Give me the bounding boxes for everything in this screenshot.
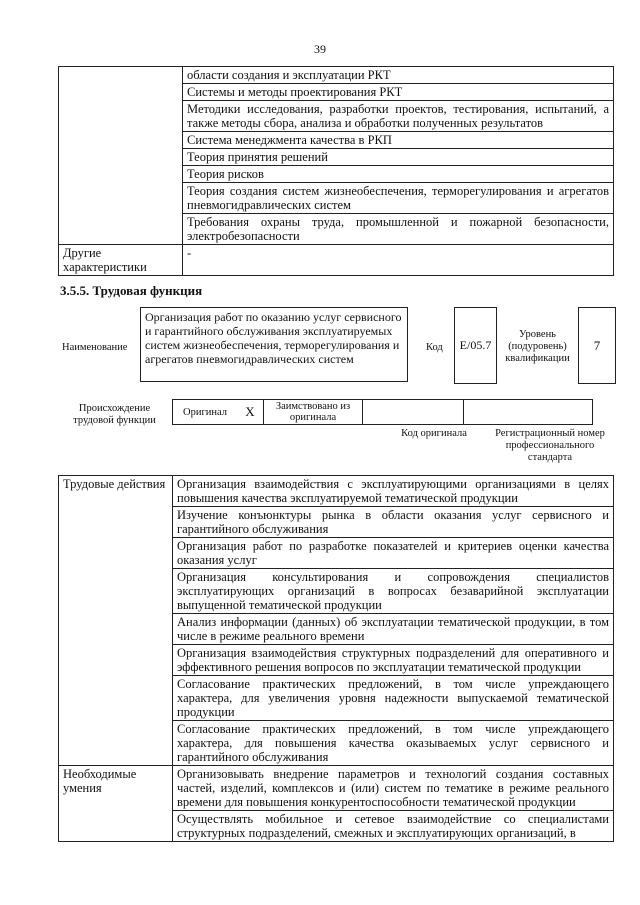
section-heading: 3.5.5. Трудовая функция [60, 283, 203, 298]
knowledge-item: Требования охраны труда, промышленной и пожарной безопасности, электробезопасности [183, 214, 614, 245]
knowledge-item: Системы и методы проектирования РКТ [183, 84, 614, 101]
function-code: E/05.7 [454, 307, 497, 384]
required-skills-label: Необходимые умения [59, 766, 173, 842]
knowledge-item: Теория создания систем жизнеобеспечения, терморегулирования и агрегатов пневмогидравлических систем [183, 183, 614, 214]
code-label: Код [426, 342, 443, 353]
labor-action-item: Организация взаимодействия структурных подразделений для оперативного и эффективного решения вопросов по эксплуатации тематической продукции [173, 645, 614, 676]
labor-action-item: Анализ информации (данных) об эксплуатации тематической продукции, в том числе в режиме реального времени [173, 614, 614, 645]
labor-action-item: Согласование практических предложений, в том числе упреждающего характера, для повышения качества оказываемых услуг сервисного и гарантийного обслуживания [173, 721, 614, 766]
page-number: 39 [314, 42, 326, 56]
knowledge-item: Теория принятия решений [183, 149, 614, 166]
qualification-level-label: Уровень (подуровень) квалификации [505, 329, 570, 364]
borrowed-label: Заимствовано из оригинала [264, 400, 363, 425]
other-characteristics-label: Другие характеристики [59, 245, 183, 276]
labor-function-details-table [58, 475, 614, 842]
labor-action-item: Организация взаимодействия с эксплуатирующими организациями в целях повышения качества эксплуатируемой тематической продукции [173, 476, 614, 507]
registration-number-caption: Регистрационный номер профессионального стандарта [495, 428, 605, 463]
empty-label-cell [59, 67, 183, 245]
labor-action-item: Согласование практических предложений, в том числе упреждающего характера, для увеличения уровня надежности выпускаемой тематической продукции [173, 676, 614, 721]
labor-actions-label: Трудовые действия [59, 476, 173, 766]
other-characteristics-value: - [183, 245, 614, 276]
function-name: Организация работ по оказанию услуг сервисного и гарантийного обслуживания эксплуатируемых систем жизнеобеспечения, терморегулирования и агрегатов пневмогидравлических систем [140, 307, 408, 382]
name-label: Наименование [62, 342, 128, 353]
qualification-level: 7 [578, 307, 616, 384]
knowledge-item: Теория рисков [183, 166, 614, 183]
labor-action-item: Изучение конъюнктуры рынка в области оказания услуг сервисного и гарантийного обслуживания [173, 507, 614, 538]
skill-item: Осуществлять мобильное и сетевое взаимодействие со специалистами структурных подразделений, смежных и эксплуатирующих организаций, в [173, 811, 614, 842]
labor-action-item: Организация работ по разработке показателей и критериев оценки качества оказания услуг [173, 538, 614, 569]
knowledge-item: области создания и эксплуатации РКТ [183, 67, 614, 84]
origin-label: Происхождение трудовой функции [73, 403, 156, 426]
original-code-cell [363, 400, 464, 425]
original-label: Оригинал [173, 400, 238, 425]
labor-action-item: Организация консультирования и сопровождения специалистов эксплуатирующих организаций в вопросах безаварийной эксплуатации выпущенной тематической продукции [173, 569, 614, 614]
skill-item: Организовывать внедрение параметров и технологий создания составных частей, изделий, комплексов и (или) систем по тематике в режиме реального времени для повышения конкурентоспособности тематической продукции [173, 766, 614, 811]
original-code-caption: Код оригинала [401, 428, 467, 439]
knowledge-item: Система менеджмента качества в РКП [183, 132, 614, 149]
knowledge-table-continuation [58, 66, 614, 276]
origin-table [172, 399, 593, 425]
registration-number-cell [464, 400, 593, 425]
knowledge-item: Методики исследования, разработки проектов, тестирования, испытаний, а также методы сбора, анализа и обработки полученных результатов [183, 101, 614, 132]
original-mark: X [237, 400, 264, 425]
